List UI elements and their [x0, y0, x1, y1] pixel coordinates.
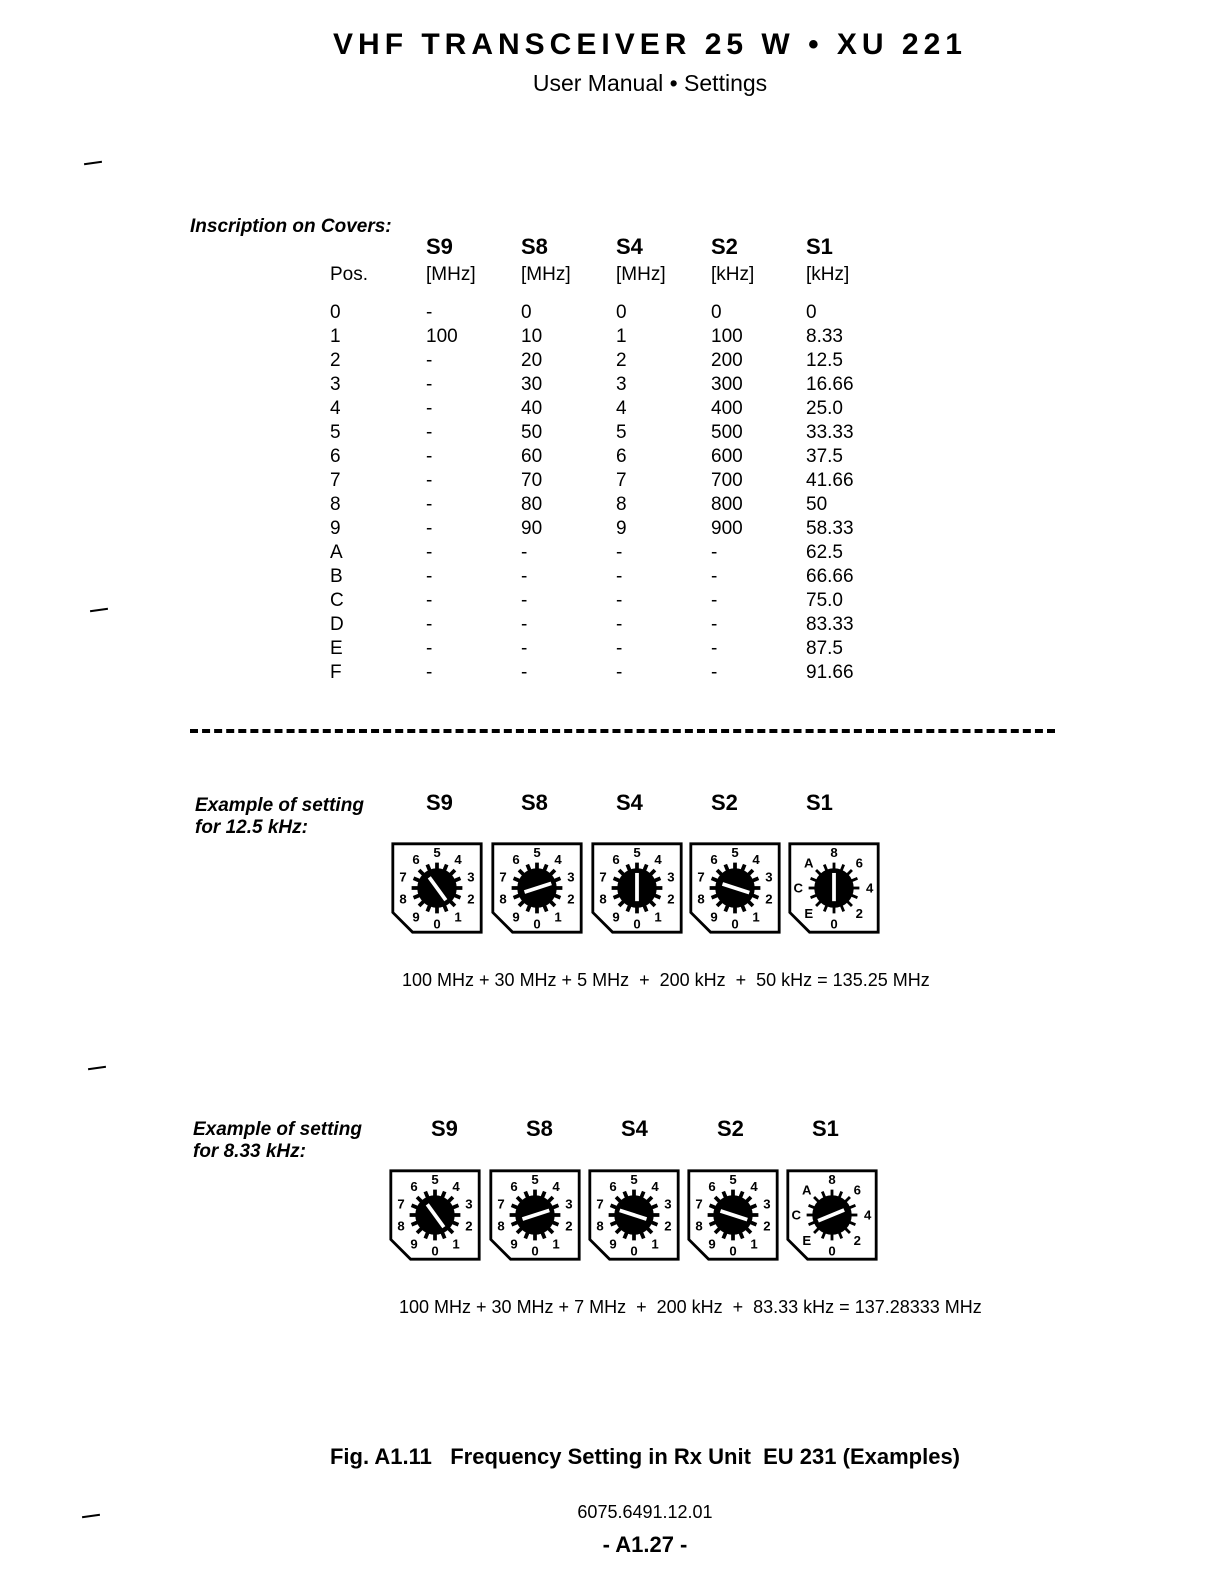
- frequency-sum: 100 MHz + 30 MHz + 5 MHz + 200 kHz + 50 kHz = 135.25 MHz: [402, 970, 930, 990]
- switch-position-label: 1: [552, 1236, 560, 1252]
- value-cell: 9: [616, 518, 627, 539]
- switch-position-label: 2: [664, 1218, 672, 1234]
- switch-position-label: 2: [763, 1218, 771, 1234]
- switch-position-label: 4: [452, 1178, 460, 1194]
- inscription-table: [330, 232, 901, 684]
- switch-position-label: 6: [710, 851, 718, 867]
- inscription-label: Inscription on Covers:: [190, 216, 392, 237]
- rotary-switch-s9: [390, 841, 484, 935]
- value-cell: 3: [616, 374, 627, 395]
- switch-position-label: 6: [853, 1182, 861, 1198]
- switch-position-label: 0: [633, 916, 641, 932]
- value-cell: 600: [711, 446, 743, 467]
- switch-position-label: 0: [630, 1243, 638, 1259]
- value-cell: -: [426, 662, 433, 683]
- switch-position-label: 9: [512, 909, 520, 925]
- position-cell: 2: [330, 350, 341, 371]
- switch-label: S8: [526, 1116, 553, 1141]
- switch-position-label: 3: [763, 1196, 771, 1212]
- switch-position-label: 5: [433, 844, 441, 860]
- value-cell: 25.0: [806, 398, 843, 419]
- value-cell: -: [426, 494, 433, 515]
- value-cell: 50: [521, 422, 543, 443]
- value-cell: 6: [616, 446, 627, 467]
- rotary-switch-s9: [388, 1168, 482, 1262]
- value-cell: 0: [521, 302, 532, 323]
- switch-position-label: 8: [830, 844, 838, 860]
- value-cell: 0: [711, 302, 722, 323]
- switch-position-label: 0: [729, 1243, 737, 1259]
- value-cell: -: [711, 566, 718, 587]
- position-cell: 5: [330, 422, 341, 443]
- value-cell: 40: [521, 398, 543, 419]
- switch-label: S1: [806, 790, 833, 815]
- position-cell: D: [330, 614, 344, 635]
- value-cell: 800: [711, 494, 743, 515]
- switch-position-label: 4: [554, 851, 562, 867]
- switch-position-label: 5: [531, 1171, 539, 1187]
- switch-position-label: 3: [467, 869, 475, 885]
- switch-position-label: 1: [454, 909, 462, 925]
- switch-position-label: 2: [667, 891, 675, 907]
- position-cell: 0: [330, 302, 341, 323]
- value-cell: 5: [616, 422, 627, 443]
- switch-position-label: 6: [512, 851, 520, 867]
- value-cell: 62.5: [806, 542, 843, 563]
- table-row: [330, 492, 901, 516]
- switch-position-label: 3: [567, 869, 575, 885]
- table-row: [330, 636, 901, 660]
- value-cell: -: [711, 662, 718, 683]
- value-cell: 500: [711, 422, 743, 443]
- value-cell: 700: [711, 470, 743, 491]
- switch-position-label: 2: [567, 891, 575, 907]
- value-cell: -: [616, 566, 623, 587]
- value-cell: -: [711, 638, 718, 659]
- switch-label: S4: [621, 1116, 648, 1141]
- value-cell: -: [521, 542, 528, 563]
- document-subtitle: User Manual • Settings: [532, 70, 768, 96]
- switch-label: S1: [812, 1116, 839, 1141]
- value-cell: -: [521, 590, 528, 611]
- switch-position-label: 4: [750, 1178, 758, 1194]
- page-number: - A1.27 -: [602, 1532, 688, 1557]
- position-cell: 1: [330, 326, 341, 347]
- value-cell: -: [521, 638, 528, 659]
- switch-position-label: 9: [412, 909, 420, 925]
- value-cell: 12.5: [806, 350, 843, 371]
- table-row: [330, 420, 901, 444]
- switch-position-label: 1: [554, 909, 562, 925]
- value-cell: -: [426, 446, 433, 467]
- switch-position-label: 2: [465, 1218, 473, 1234]
- value-cell: 75.0: [806, 590, 843, 611]
- column-header: S4: [616, 234, 643, 259]
- value-cell: -: [616, 590, 623, 611]
- switch-position-label: 8: [828, 1171, 836, 1187]
- value-cell: -: [426, 542, 433, 563]
- switch-label: S9: [431, 1116, 458, 1141]
- column-header: [330, 232, 426, 260]
- value-cell: -: [426, 374, 433, 395]
- value-cell: 16.66: [806, 374, 854, 395]
- switch-position-label: 9: [410, 1236, 418, 1252]
- value-cell: -: [426, 566, 433, 587]
- example-label-line: Example of setting: [195, 795, 364, 816]
- value-cell: 100: [711, 326, 743, 347]
- value-cell: 7: [616, 470, 627, 491]
- switch-position-label: 4: [454, 851, 462, 867]
- switch-position-label: E: [802, 1232, 812, 1248]
- value-cell: 87.5: [806, 638, 843, 659]
- value-cell: -: [616, 542, 623, 563]
- value-cell: 33.33: [806, 422, 854, 443]
- value-cell: 100: [426, 326, 458, 347]
- value-cell: 90: [521, 518, 543, 539]
- rotary-switch-s1: [785, 1168, 879, 1262]
- switch-position-label: 6: [708, 1178, 716, 1194]
- column-unit: Pos.: [330, 264, 369, 285]
- switch-position-label: 5: [630, 1171, 638, 1187]
- switch-position-label: 1: [651, 1236, 659, 1252]
- column-unit: [MHz]: [616, 264, 666, 285]
- frequency-sum: 100 MHz + 30 MHz + 7 MHz + 200 kHz + 83.33 kHz = 137.28333 MHz: [399, 1297, 982, 1317]
- switch-position-label: 7: [399, 869, 407, 885]
- value-cell: 900: [711, 518, 743, 539]
- value-cell: -: [426, 614, 433, 635]
- value-cell: 0: [806, 302, 817, 323]
- value-cell: 4: [616, 398, 627, 419]
- switch-position-label: 8: [695, 1218, 703, 1234]
- switch-position-label: 0: [433, 916, 441, 932]
- switch-position-label: 4: [866, 880, 874, 896]
- example-label: [195, 795, 364, 839]
- value-cell: -: [426, 302, 433, 323]
- switch-label: S2: [711, 790, 738, 815]
- value-cell: 41.66: [806, 470, 854, 491]
- value-cell: -: [711, 614, 718, 635]
- rotary-switch-s2: [686, 1168, 780, 1262]
- switch-position-label: 3: [765, 869, 773, 885]
- value-cell: 70: [521, 470, 543, 491]
- switch-position-label: 7: [499, 869, 507, 885]
- position-cell: 6: [330, 446, 341, 467]
- value-cell: 300: [711, 374, 743, 395]
- switch-position-label: 6: [510, 1178, 518, 1194]
- table-row: [330, 372, 901, 396]
- table-row: [330, 468, 901, 492]
- switch-position-label: C: [791, 1207, 802, 1223]
- switch-position-label: 4: [752, 851, 760, 867]
- margin-mark: [90, 608, 108, 612]
- column-header: S8: [521, 234, 548, 259]
- switch-position-label: 5: [633, 844, 641, 860]
- value-cell: -: [426, 350, 433, 371]
- switch-position-label: 1: [752, 909, 760, 925]
- column-header: S9: [426, 234, 453, 259]
- switch-position-label: 8: [397, 1218, 405, 1234]
- switch-position-label: A: [803, 855, 814, 871]
- switch-position-label: 9: [609, 1236, 617, 1252]
- table-row: [330, 516, 901, 540]
- value-cell: 60: [521, 446, 543, 467]
- value-cell: 66.66: [806, 566, 854, 587]
- value-cell: 30: [521, 374, 543, 395]
- switch-position-label: 3: [565, 1196, 573, 1212]
- switch-position-label: 1: [654, 909, 662, 925]
- switch-position-label: 6: [410, 1178, 418, 1194]
- value-cell: 50: [806, 494, 828, 515]
- table-row: [330, 564, 901, 588]
- value-cell: 10: [521, 326, 543, 347]
- table-row: [330, 612, 901, 636]
- switch-position-label: 7: [397, 1196, 405, 1212]
- switch-position-label: 2: [855, 905, 863, 921]
- value-cell: -: [616, 614, 623, 635]
- value-cell: 0: [616, 302, 627, 323]
- table-row: [330, 444, 901, 468]
- switch-position-label: C: [793, 880, 804, 896]
- switch-position-label: 8: [599, 891, 607, 907]
- switch-label: S8: [521, 790, 548, 815]
- value-cell: -: [616, 662, 623, 683]
- table-row: [330, 660, 901, 684]
- value-cell: 58.33: [806, 518, 854, 539]
- column-unit: [kHz]: [711, 264, 755, 285]
- value-cell: 8.33: [806, 326, 843, 347]
- switch-position-label: E: [804, 905, 814, 921]
- rotary-switch-s8: [488, 1168, 582, 1262]
- switch-position-label: 4: [864, 1207, 872, 1223]
- position-cell: B: [330, 566, 343, 587]
- value-cell: -: [711, 542, 718, 563]
- value-cell: -: [426, 590, 433, 611]
- value-cell: 200: [711, 350, 743, 371]
- value-cell: 8: [616, 494, 627, 515]
- table-row: [330, 324, 901, 348]
- example-label-line: Example of setting: [193, 1119, 362, 1140]
- column-unit: [MHz]: [426, 264, 476, 285]
- switch-position-label: 6: [609, 1178, 617, 1194]
- switch-position-label: 9: [710, 909, 718, 925]
- position-cell: 7: [330, 470, 341, 491]
- table-row: [330, 348, 901, 372]
- example-label-line: for 12.5 kHz:: [195, 817, 308, 838]
- table-row: [330, 396, 901, 420]
- switch-position-label: 7: [599, 869, 607, 885]
- switch-position-label: 8: [596, 1218, 604, 1234]
- value-cell: 37.5: [806, 446, 843, 467]
- value-cell: 80: [521, 494, 543, 515]
- table-row: [330, 588, 901, 612]
- switch-position-label: 9: [708, 1236, 716, 1252]
- position-cell: 4: [330, 398, 341, 419]
- value-cell: -: [521, 662, 528, 683]
- value-cell: -: [521, 566, 528, 587]
- switch-position-label: 4: [651, 1178, 659, 1194]
- position-cell: 9: [330, 518, 341, 539]
- margin-mark: [88, 1066, 106, 1070]
- switch-position-label: 8: [499, 891, 507, 907]
- value-cell: 2: [616, 350, 627, 371]
- switch-position-label: 4: [552, 1178, 560, 1194]
- switch-label: S9: [426, 790, 453, 815]
- table-row: [330, 540, 901, 564]
- value-cell: -: [521, 614, 528, 635]
- value-cell: 400: [711, 398, 743, 419]
- value-cell: -: [426, 470, 433, 491]
- switch-position-label: 8: [497, 1218, 505, 1234]
- switch-position-label: 5: [731, 844, 739, 860]
- value-cell: -: [616, 638, 623, 659]
- switch-position-label: 5: [729, 1171, 737, 1187]
- switch-position-label: 8: [697, 891, 705, 907]
- switch-position-label: A: [801, 1182, 812, 1198]
- rotary-switch-s8: [490, 841, 584, 935]
- value-cell: -: [711, 590, 718, 611]
- switch-position-label: 0: [828, 1243, 836, 1259]
- position-cell: C: [330, 590, 344, 611]
- document-number: 6075.6491.12.01: [577, 1502, 713, 1522]
- value-cell: 20: [521, 350, 543, 371]
- switch-label: S4: [616, 790, 643, 815]
- switch-position-label: 2: [467, 891, 475, 907]
- value-cell: -: [426, 422, 433, 443]
- switch-position-label: 3: [664, 1196, 672, 1212]
- value-cell: -: [426, 518, 433, 539]
- switch-position-label: 2: [765, 891, 773, 907]
- value-cell: 1: [616, 326, 627, 347]
- inscription-rows: [330, 300, 901, 684]
- rotary-switch-s2: [688, 841, 782, 935]
- switch-position-label: 3: [667, 869, 675, 885]
- rotary-switch-s4: [590, 841, 684, 935]
- position-cell: 8: [330, 494, 341, 515]
- table-row: [330, 300, 901, 324]
- rotary-switch-s1: [787, 841, 881, 935]
- position-cell: E: [330, 638, 343, 659]
- figure-caption: Fig. A1.11 Frequency Setting in Rx Unit EU 231 (Examples): [329, 1444, 961, 1469]
- switch-position-label: 5: [533, 844, 541, 860]
- position-cell: F: [330, 662, 342, 683]
- switch-position-label: 6: [855, 855, 863, 871]
- position-cell: 3: [330, 374, 341, 395]
- value-cell: 83.33: [806, 614, 854, 635]
- column-unit: [MHz]: [521, 264, 571, 285]
- switch-position-label: 6: [612, 851, 620, 867]
- switch-position-label: 1: [750, 1236, 758, 1252]
- switch-position-label: 0: [431, 1243, 439, 1259]
- switch-position-label: 2: [565, 1218, 573, 1234]
- margin-mark: [84, 161, 102, 165]
- column-unit: [kHz]: [806, 264, 850, 285]
- switch-position-label: 3: [465, 1196, 473, 1212]
- switch-position-label: 0: [531, 1243, 539, 1259]
- value-cell: 91.66: [806, 662, 854, 683]
- switch-position-label: 9: [612, 909, 620, 925]
- switch-position-label: 0: [533, 916, 541, 932]
- switch-position-label: 7: [497, 1196, 505, 1212]
- dashed-separator: [190, 729, 1055, 733]
- example-label-line: for 8.33 kHz:: [193, 1141, 306, 1162]
- switch-position-label: 0: [731, 916, 739, 932]
- switch-position-label: 6: [412, 851, 420, 867]
- example-label: [193, 1119, 362, 1163]
- column-header: S2: [711, 234, 738, 259]
- rotary-switch-s4: [587, 1168, 681, 1262]
- switch-position-label: 0: [830, 916, 838, 932]
- value-cell: -: [426, 398, 433, 419]
- switch-label: S2: [717, 1116, 744, 1141]
- switch-position-label: 2: [853, 1232, 861, 1248]
- document-title: VHF TRANSCEIVER 25 W • XU 221: [333, 28, 967, 61]
- position-cell: A: [330, 542, 343, 563]
- switch-position-label: 7: [697, 869, 705, 885]
- switch-position-label: 8: [399, 891, 407, 907]
- switch-position-label: 1: [452, 1236, 460, 1252]
- switch-position-label: 7: [695, 1196, 703, 1212]
- switch-position-label: 4: [654, 851, 662, 867]
- switch-position-label: 9: [510, 1236, 518, 1252]
- switch-position-label: 5: [431, 1171, 439, 1187]
- switch-position-label: 7: [596, 1196, 604, 1212]
- value-cell: -: [426, 638, 433, 659]
- column-header: S1: [806, 234, 833, 259]
